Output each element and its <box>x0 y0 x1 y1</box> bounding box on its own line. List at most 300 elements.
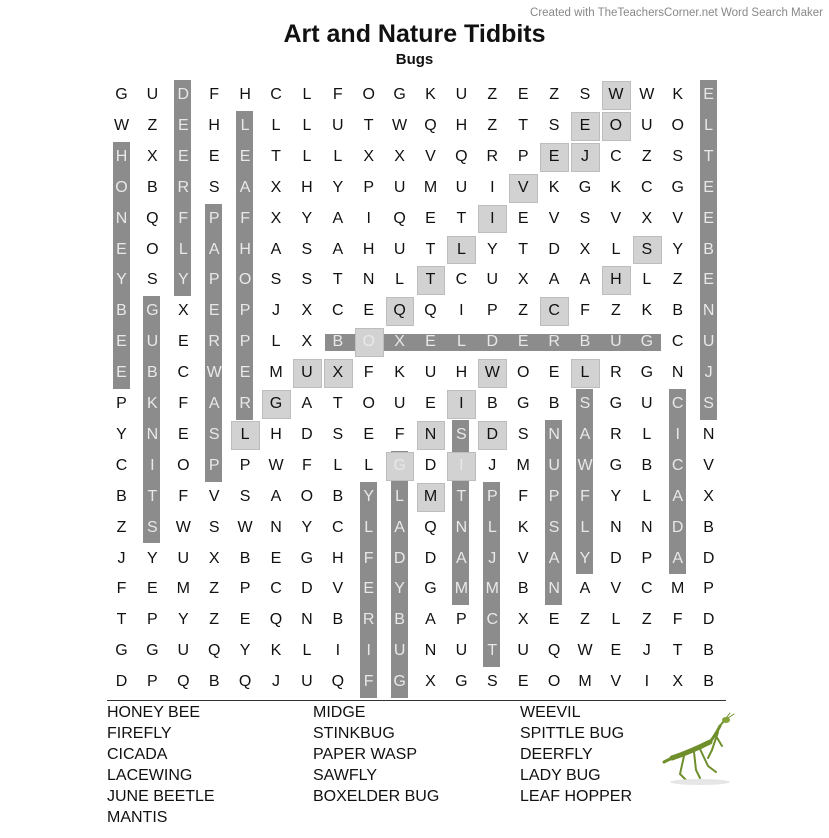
grid-cell[interactable]: L <box>302 642 312 660</box>
grid-cell[interactable]: C <box>671 333 684 351</box>
grid-cell[interactable]: C <box>270 580 282 598</box>
grid-cell[interactable]: E <box>177 333 189 351</box>
grid-cell[interactable]: Y <box>672 240 684 258</box>
grid-cell[interactable]: C <box>671 456 684 474</box>
grid-cell[interactable]: O <box>516 364 530 382</box>
grid-cell[interactable]: B <box>239 549 251 567</box>
grid-cell[interactable]: O <box>238 271 252 289</box>
grid-cell[interactable]: F <box>363 549 374 567</box>
grid-cell[interactable]: U <box>393 178 406 196</box>
grid-cell[interactable]: A <box>425 611 436 629</box>
grid-cell[interactable]: D <box>486 425 499 443</box>
grid-cell[interactable]: I <box>675 425 680 443</box>
grid-cell[interactable]: S <box>456 425 467 443</box>
grid-cell[interactable]: M <box>454 580 469 598</box>
grid-cell[interactable]: M <box>423 178 438 196</box>
grid-cell[interactable]: L <box>456 333 466 351</box>
grid-cell[interactable]: F <box>178 209 189 227</box>
grid-cell[interactable]: D <box>393 549 406 567</box>
grid-cell[interactable]: Z <box>116 518 127 536</box>
grid-cell[interactable]: E <box>363 580 375 598</box>
grid-cell[interactable]: E <box>239 364 251 382</box>
grid-cell[interactable]: A <box>208 240 220 258</box>
grid-cell[interactable]: Q <box>424 116 437 134</box>
grid-cell[interactable]: Q <box>331 673 345 691</box>
grid-cell[interactable]: F <box>302 456 312 474</box>
grid-cell[interactable]: E <box>239 611 251 629</box>
grid-cell[interactable]: I <box>490 209 495 227</box>
grid-cell[interactable]: J <box>272 673 280 691</box>
grid-cell[interactable]: N <box>548 425 560 443</box>
grid-cell[interactable]: A <box>579 580 591 598</box>
grid-cell[interactable]: R <box>239 395 251 412</box>
grid-cell[interactable]: E <box>116 364 127 382</box>
grid-cell[interactable]: H <box>115 147 128 165</box>
grid-cell[interactable]: B <box>517 580 529 598</box>
grid-cell[interactable]: N <box>455 518 468 536</box>
grid-cell[interactable]: G <box>578 178 592 196</box>
grid-cell[interactable]: R <box>177 178 190 196</box>
grid-cell[interactable]: Q <box>207 642 221 660</box>
grid-cell[interactable]: Y <box>147 549 158 567</box>
grid-cell[interactable]: X <box>641 209 653 227</box>
grid-cell[interactable]: R <box>362 611 375 629</box>
grid-cell[interactable]: S <box>270 271 282 289</box>
grid-cell[interactable]: C <box>332 302 344 320</box>
grid-cell[interactable]: B <box>116 302 127 320</box>
grid-cell[interactable]: M <box>485 580 499 598</box>
grid-cell[interactable]: Q <box>177 673 190 691</box>
grid-cell[interactable]: B <box>394 611 405 629</box>
grid-cell[interactable]: A <box>579 425 591 443</box>
grid-cell[interactable]: E <box>517 333 529 351</box>
grid-cell[interactable]: P <box>147 611 158 629</box>
grid-cell[interactable]: X <box>363 147 375 165</box>
grid-cell[interactable]: C <box>177 364 190 382</box>
grid-cell[interactable]: O <box>362 86 375 103</box>
grid-cell[interactable]: C <box>115 456 128 474</box>
grid-cell[interactable]: U <box>486 271 499 289</box>
grid-cell[interactable]: B <box>703 642 714 660</box>
grid-cell[interactable]: M <box>671 580 685 598</box>
grid-cell[interactable]: G <box>640 364 654 382</box>
grid-cell[interactable]: E <box>239 147 251 165</box>
grid-cell[interactable]: A <box>208 395 220 412</box>
grid-cell[interactable]: U <box>332 116 344 134</box>
grid-cell[interactable]: D <box>177 86 190 103</box>
grid-cell[interactable]: U <box>146 333 159 351</box>
grid-cell[interactable]: I <box>366 642 371 660</box>
grid-cell[interactable]: S <box>301 271 313 289</box>
grid-cell[interactable]: K <box>517 518 529 536</box>
grid-cell[interactable]: E <box>517 86 529 103</box>
grid-cell[interactable]: V <box>332 580 344 598</box>
grid-cell[interactable]: E <box>177 425 189 443</box>
grid-cell[interactable]: E <box>703 271 714 289</box>
grid-cell[interactable]: A <box>270 487 282 505</box>
grid-cell[interactable]: Z <box>611 302 621 320</box>
grid-cell[interactable]: G <box>115 642 128 660</box>
grid-cell[interactable]: G <box>115 86 128 103</box>
grid-cell[interactable]: L <box>240 116 250 134</box>
grid-cell[interactable]: P <box>703 580 714 598</box>
grid-cell[interactable]: P <box>208 209 220 227</box>
grid-cell[interactable]: S <box>208 425 220 443</box>
grid-cell[interactable]: W <box>113 116 130 134</box>
grid-cell[interactable]: G <box>609 395 623 412</box>
grid-cell[interactable]: V <box>517 178 529 196</box>
grid-cell[interactable]: S <box>208 518 220 536</box>
grid-cell[interactable]: J <box>488 456 497 474</box>
grid-cell[interactable]: H <box>610 271 622 289</box>
grid-cell[interactable]: F <box>394 425 405 443</box>
grid-cell[interactable]: V <box>610 673 622 691</box>
grid-cell[interactable]: O <box>177 456 190 474</box>
grid-cell[interactable]: O <box>547 673 561 691</box>
grid-cell[interactable]: E <box>548 147 560 165</box>
grid-cell[interactable]: C <box>332 518 344 536</box>
grid-cell[interactable]: F <box>580 487 590 505</box>
grid-cell[interactable]: L <box>642 271 652 289</box>
grid-cell[interactable]: O <box>609 116 623 134</box>
grid-cell[interactable]: H <box>332 549 344 567</box>
grid-cell[interactable]: T <box>487 642 498 660</box>
grid-cell[interactable]: H <box>455 116 468 134</box>
grid-cell[interactable]: G <box>393 456 406 474</box>
grid-cell[interactable]: T <box>425 240 436 258</box>
grid-cell[interactable]: A <box>548 549 560 567</box>
grid-cell[interactable]: B <box>332 487 344 505</box>
grid-cell[interactable]: X <box>332 364 344 382</box>
grid-cell[interactable]: L <box>364 456 374 474</box>
grid-cell[interactable]: A <box>579 271 591 289</box>
grid-cell[interactable]: D <box>301 580 313 598</box>
grid-cell[interactable]: K <box>548 178 560 196</box>
grid-cell[interactable]: T <box>332 271 343 289</box>
grid-cell[interactable]: M <box>269 364 283 382</box>
grid-cell[interactable]: P <box>239 333 251 351</box>
grid-cell[interactable]: H <box>239 86 251 103</box>
grid-cell[interactable]: B <box>332 333 344 351</box>
grid-cell[interactable]: S <box>239 487 251 505</box>
grid-cell[interactable]: X <box>147 147 158 165</box>
grid-cell[interactable]: R <box>208 333 220 351</box>
grid-cell[interactable]: L <box>364 518 374 536</box>
grid-cell[interactable]: O <box>115 178 128 196</box>
grid-cell[interactable]: G <box>671 178 684 196</box>
grid-cell[interactable]: L <box>704 116 714 134</box>
grid-cell[interactable]: V <box>208 487 220 505</box>
grid-cell[interactable]: L <box>302 116 312 134</box>
grid-cell[interactable]: P <box>147 673 158 691</box>
grid-cell[interactable]: L <box>395 487 405 505</box>
grid-cell[interactable]: N <box>424 425 437 443</box>
grid-cell[interactable]: I <box>150 456 155 474</box>
grid-cell[interactable]: J <box>117 549 126 567</box>
grid-cell[interactable]: V <box>517 549 529 567</box>
grid-cell[interactable]: A <box>548 271 560 289</box>
grid-cell[interactable]: A <box>332 240 344 258</box>
grid-cell[interactable]: T <box>116 611 127 629</box>
grid-cell[interactable]: L <box>642 487 652 505</box>
grid-cell[interactable]: B <box>672 302 684 320</box>
grid-cell[interactable]: G <box>640 333 654 351</box>
grid-cell[interactable]: U <box>301 673 313 691</box>
grid-cell[interactable]: L <box>302 147 312 165</box>
grid-cell[interactable]: P <box>208 456 220 474</box>
grid-cell[interactable]: Z <box>147 116 158 134</box>
grid-cell[interactable]: Q <box>455 147 468 165</box>
grid-cell[interactable]: Y <box>301 518 313 536</box>
grid-cell[interactable]: G <box>424 580 437 598</box>
grid-cell[interactable]: O <box>146 240 159 258</box>
grid-cell[interactable]: Q <box>393 302 406 320</box>
grid-cell[interactable]: K <box>394 364 405 382</box>
grid-cell[interactable]: S <box>208 178 220 196</box>
grid-cell[interactable]: S <box>301 240 313 258</box>
grid-cell[interactable]: R <box>548 333 560 351</box>
grid-cell[interactable]: G <box>609 456 623 474</box>
grid-cell[interactable]: C <box>641 580 653 598</box>
grid-cell[interactable]: L <box>178 240 188 258</box>
grid-cell[interactable]: Y <box>301 209 313 227</box>
grid-cell[interactable]: E <box>703 86 714 103</box>
grid-cell[interactable]: Z <box>487 116 498 134</box>
grid-cell[interactable]: J <box>704 364 713 382</box>
grid-cell[interactable]: J <box>488 549 497 567</box>
grid-cell[interactable]: X <box>672 673 684 691</box>
grid-cell[interactable]: Z <box>209 611 220 629</box>
grid-cell[interactable]: U <box>641 116 653 134</box>
grid-cell[interactable]: E <box>517 209 529 227</box>
grid-cell[interactable]: N <box>424 642 437 660</box>
grid-cell[interactable]: Z <box>209 580 220 598</box>
grid-cell[interactable]: K <box>270 642 282 660</box>
grid-cell[interactable]: N <box>671 364 684 382</box>
grid-cell[interactable]: X <box>394 147 405 165</box>
grid-cell[interactable]: S <box>332 425 344 443</box>
grid-cell[interactable]: R <box>610 425 622 443</box>
grid-cell[interactable]: U <box>393 642 406 660</box>
grid-cell[interactable]: Y <box>486 240 498 258</box>
grid-cell[interactable]: U <box>641 395 653 412</box>
grid-cell[interactable]: E <box>116 240 127 258</box>
grid-cell[interactable]: L <box>271 333 281 351</box>
grid-cell[interactable]: P <box>486 487 498 505</box>
grid-cell[interactable]: D <box>424 456 437 474</box>
grid-cell[interactable]: F <box>116 580 127 598</box>
grid-cell[interactable]: Z <box>672 271 683 289</box>
grid-cell[interactable]: I <box>459 456 464 474</box>
grid-cell[interactable]: E <box>703 178 714 196</box>
grid-cell[interactable]: G <box>269 395 283 412</box>
grid-cell[interactable]: V <box>425 147 436 165</box>
grid-cell[interactable]: B <box>703 673 714 691</box>
grid-cell[interactable]: B <box>703 518 714 536</box>
grid-cell[interactable]: P <box>456 611 467 629</box>
grid-cell[interactable]: E <box>177 147 189 165</box>
grid-cell[interactable]: E <box>147 580 158 598</box>
grid-cell[interactable]: X <box>425 673 436 691</box>
grid-cell[interactable]: S <box>579 86 591 103</box>
grid-cell[interactable]: X <box>517 611 529 629</box>
grid-cell[interactable]: W <box>392 116 408 134</box>
grid-cell[interactable]: W <box>237 518 253 536</box>
grid-cell[interactable]: G <box>146 302 159 320</box>
grid-cell[interactable]: N <box>362 271 375 289</box>
grid-cell[interactable]: D <box>702 549 715 567</box>
grid-cell[interactable]: S <box>579 209 591 227</box>
grid-cell[interactable]: Y <box>363 487 375 505</box>
grid-cell[interactable]: T <box>518 116 529 134</box>
grid-cell[interactable]: S <box>579 395 591 412</box>
grid-cell[interactable]: E <box>208 302 220 320</box>
grid-cell[interactable]: L <box>271 116 281 134</box>
grid-cell[interactable]: I <box>335 642 341 660</box>
grid-cell[interactable]: Y <box>579 549 591 567</box>
grid-cell[interactable]: H <box>455 364 468 382</box>
grid-cell[interactable]: T <box>425 271 436 289</box>
grid-cell[interactable]: L <box>302 86 312 103</box>
grid-cell[interactable]: Q <box>146 209 159 227</box>
grid-cell[interactable]: V <box>610 580 622 598</box>
grid-cell[interactable]: V <box>672 209 684 227</box>
grid-cell[interactable]: T <box>703 147 714 165</box>
grid-cell[interactable]: K <box>610 178 622 196</box>
grid-cell[interactable]: U <box>393 395 406 412</box>
grid-cell[interactable]: D <box>610 549 622 567</box>
grid-cell[interactable]: Q <box>269 611 283 629</box>
grid-cell[interactable]: X <box>208 549 220 567</box>
grid-cell[interactable]: Q <box>424 302 437 320</box>
grid-cell[interactable]: F <box>332 86 343 103</box>
grid-cell[interactable]: D <box>671 518 684 536</box>
grid-cell[interactable]: T <box>456 487 467 505</box>
grid-cell[interactable]: H <box>239 240 251 258</box>
grid-cell[interactable]: I <box>459 302 464 320</box>
grid-cell[interactable]: U <box>455 642 468 660</box>
grid-cell[interactable]: J <box>272 302 280 320</box>
grid-cell[interactable]: P <box>208 271 220 289</box>
grid-cell[interactable]: E <box>270 549 282 567</box>
grid-cell[interactable]: K <box>672 86 684 103</box>
grid-cell[interactable]: W <box>484 364 500 382</box>
grid-cell[interactable]: Q <box>238 673 252 691</box>
grid-cell[interactable]: G <box>516 395 530 412</box>
grid-cell[interactable]: Y <box>177 611 189 629</box>
grid-cell[interactable]: D <box>424 549 437 567</box>
grid-cell[interactable]: K <box>425 86 436 103</box>
grid-cell[interactable]: B <box>147 364 158 382</box>
grid-cell[interactable]: X <box>394 333 405 351</box>
grid-cell[interactable]: N <box>270 518 282 536</box>
grid-cell[interactable]: S <box>672 147 684 165</box>
grid-cell[interactable]: X <box>177 302 189 320</box>
grid-cell[interactable]: B <box>486 395 498 412</box>
grid-cell[interactable]: B <box>703 240 714 258</box>
grid-cell[interactable]: K <box>641 302 653 320</box>
grid-cell[interactable]: U <box>702 333 715 351</box>
grid-cell[interactable]: A <box>394 518 405 536</box>
grid-cell[interactable]: X <box>703 487 714 505</box>
grid-cell[interactable]: D <box>486 333 499 351</box>
grid-cell[interactable]: O <box>362 333 375 351</box>
grid-cell[interactable]: F <box>363 673 374 691</box>
grid-cell[interactable]: N <box>301 611 313 629</box>
grid-cell[interactable]: I <box>459 395 464 412</box>
grid-cell[interactable]: T <box>672 642 683 660</box>
grid-cell[interactable]: C <box>671 395 684 412</box>
grid-cell[interactable]: Q <box>393 209 406 227</box>
grid-cell[interactable]: E <box>425 395 436 412</box>
grid-cell[interactable]: P <box>486 302 498 320</box>
grid-cell[interactable]: L <box>580 364 590 382</box>
grid-cell[interactable]: B <box>208 673 220 691</box>
grid-cell[interactable]: U <box>177 642 190 660</box>
grid-cell[interactable]: T <box>271 147 281 165</box>
grid-cell[interactable]: T <box>147 487 158 505</box>
grid-cell[interactable]: X <box>579 240 591 258</box>
grid-cell[interactable]: B <box>147 178 158 196</box>
grid-cell[interactable]: E <box>517 673 529 691</box>
grid-cell[interactable]: W <box>268 456 284 474</box>
grid-cell[interactable]: L <box>395 271 405 289</box>
grid-cell[interactable]: R <box>486 147 499 165</box>
grid-cell[interactable]: C <box>455 271 468 289</box>
grid-cell[interactable]: S <box>548 116 560 134</box>
grid-cell[interactable]: Z <box>641 611 652 629</box>
grid-cell[interactable]: S <box>486 673 498 691</box>
grid-cell[interactable]: C <box>486 611 499 629</box>
grid-cell[interactable]: E <box>177 116 189 134</box>
grid-cell[interactable]: D <box>702 611 715 629</box>
grid-cell[interactable]: G <box>393 673 406 691</box>
grid-cell[interactable]: M <box>423 487 438 505</box>
grid-cell[interactable]: F <box>240 209 250 227</box>
grid-cell[interactable]: U <box>610 333 622 351</box>
grid-cell[interactable]: G <box>300 549 314 567</box>
grid-cell[interactable]: G <box>146 642 159 660</box>
grid-cell[interactable]: L <box>240 425 250 443</box>
grid-cell[interactable]: X <box>270 178 282 196</box>
grid-cell[interactable]: P <box>239 456 251 474</box>
grid-cell[interactable]: Y <box>177 271 189 289</box>
grid-cell[interactable]: C <box>548 302 560 320</box>
grid-cell[interactable]: L <box>611 240 621 258</box>
grid-cell[interactable]: P <box>363 178 375 196</box>
grid-cell[interactable]: J <box>581 147 589 165</box>
grid-cell[interactable]: U <box>146 86 159 103</box>
grid-cell[interactable]: E <box>363 302 375 320</box>
grid-cell[interactable]: J <box>642 642 651 660</box>
grid-cell[interactable]: Y <box>239 642 251 660</box>
grid-cell[interactable]: X <box>301 333 313 351</box>
grid-cell[interactable]: Q <box>547 642 561 660</box>
grid-cell[interactable]: X <box>301 302 313 320</box>
grid-cell[interactable]: D <box>301 425 313 443</box>
grid-cell[interactable]: U <box>548 456 560 474</box>
grid-cell[interactable]: N <box>641 518 653 536</box>
grid-cell[interactable]: B <box>579 333 591 351</box>
grid-cell[interactable]: Y <box>116 271 127 289</box>
grid-cell[interactable]: I <box>490 178 495 196</box>
grid-cell[interactable]: Y <box>116 425 127 443</box>
grid-cell[interactable]: U <box>393 240 406 258</box>
grid-cell[interactable]: F <box>178 395 189 412</box>
grid-cell[interactable]: M <box>578 673 592 691</box>
grid-cell[interactable]: M <box>176 580 190 598</box>
grid-cell[interactable]: B <box>641 456 653 474</box>
